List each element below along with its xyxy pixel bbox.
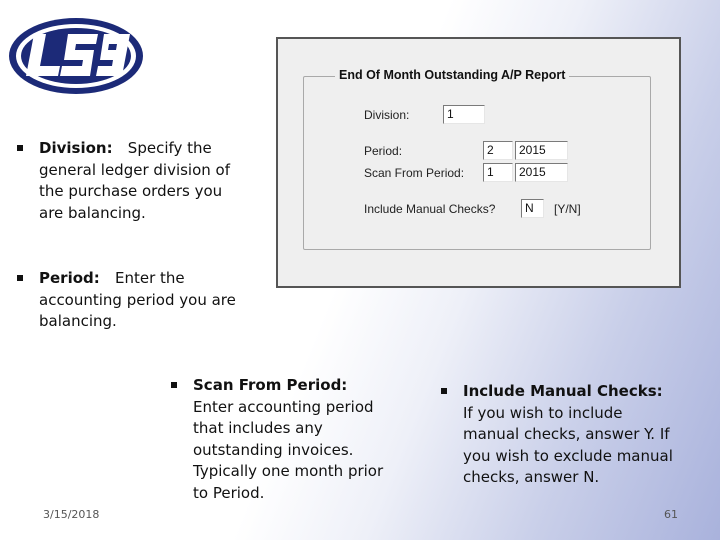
dialog-title: End Of Month Outstanding A/P Report	[335, 68, 569, 82]
include-manual-checks-input[interactable]: N	[521, 199, 544, 218]
bullet-text: Enter accounting period that includes any outstanding invoices. Typically one month prior to Period.	[193, 397, 384, 502]
slide-number: 61	[664, 508, 678, 521]
bullet-term: Period:	[39, 269, 111, 287]
scan-from-period-input[interactable]: 1	[483, 163, 513, 182]
footer-date: 3/15/2018	[43, 508, 100, 521]
bullet-division	[39, 138, 239, 224]
division-label: Division:	[364, 108, 410, 122]
yn-hint: [Y/N]	[554, 202, 581, 216]
period-year-input[interactable]: 2015	[515, 141, 568, 160]
report-dialog	[276, 37, 681, 288]
bullet-term: Division:	[39, 139, 124, 157]
ls9-logo-graphic	[6, 14, 146, 98]
scan-from-period-label: Scan From Period:	[364, 166, 465, 180]
bullet-marker	[17, 145, 23, 151]
bullet-scan-from-period	[193, 375, 393, 504]
ls9-logo	[6, 14, 146, 98]
report-groupbox	[303, 68, 651, 250]
bullet-text: If you wish to include manual checks, answer Y. If you wish to exclude manual checks, answer N.	[463, 403, 673, 486]
period-input[interactable]: 2	[483, 141, 513, 160]
bullet-include-manual-checks	[463, 381, 678, 489]
bullet-text: Specify the general ledger division of the purchase orders you are balancing.	[39, 139, 231, 222]
scan-from-year-input[interactable]: 2015	[515, 163, 568, 182]
bullet-marker	[171, 382, 177, 388]
bullet-marker	[17, 275, 23, 281]
bullet-period	[39, 268, 244, 333]
include-manual-checks-label: Include Manual Checks?	[364, 202, 496, 216]
bullet-marker	[441, 388, 447, 394]
bullet-text: Enter the accounting period you are balancing.	[39, 269, 236, 330]
period-label: Period:	[364, 144, 403, 158]
bullet-term: Include Manual Checks:	[463, 382, 674, 400]
bullet-term: Scan From Period:	[193, 376, 358, 394]
division-input[interactable]: 1	[443, 105, 485, 124]
